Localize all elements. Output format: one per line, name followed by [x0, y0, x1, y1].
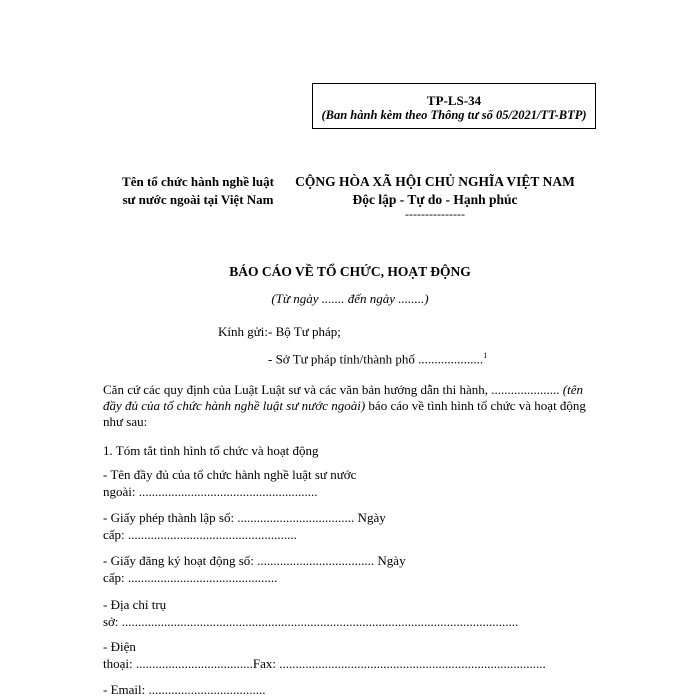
registration-field-line-1: - Giấy đăng ký hoạt động số: .................................... Ngày	[103, 553, 406, 568]
intro-text-2: báo cáo về tình hình tổ chức và hoạt động như sau:	[103, 398, 586, 429]
form-code: TP-LS-34	[426, 93, 482, 108]
organization-name-block	[103, 173, 293, 209]
footnote-marker: 1	[483, 351, 488, 360]
address-field-line-1: - Địa chỉ trụ	[103, 597, 167, 612]
recipient-line-2-text: - Sở Tư pháp tỉnh/thành phố ....................	[268, 351, 484, 367]
org-line-2: sư nước ngoài tại Việt Nam	[122, 192, 274, 207]
org-name-field-line-1: - Tên đầy đủ của tổ chức hành nghề luật sư nước	[103, 467, 357, 482]
org-name-field-line-2: ngoài: .......................................................	[103, 484, 318, 499]
intro-paragraph	[103, 382, 600, 430]
registration-field-line-2: cấp: ..............................................	[103, 570, 278, 585]
license-field-line-1: - Giấy phép thành lập số: .................................... Ngày	[103, 510, 386, 525]
motto-divider: ---------------	[405, 207, 465, 221]
report-period: (Từ ngày ....... đến ngày ........)	[271, 291, 429, 306]
email-field: - Email: ....................................	[103, 682, 266, 697]
license-field-line-2: cấp: ....................................................	[103, 527, 297, 542]
org-line-1: Tên tổ chức hành nghề luật	[122, 174, 274, 189]
report-title: BÁO CÁO VỀ TỔ CHỨC, HOẠT ĐỘNG	[229, 264, 471, 279]
recipient-line-1: Kính gửi:- Bộ Tư pháp;	[218, 324, 341, 339]
phone-field-line-1: - Điện	[103, 639, 136, 654]
intro-italic: (tên đầy đủ của tổ chức hành nghề luật sư nước ngoài)	[103, 382, 583, 413]
section-1-heading: 1. Tóm tắt tình hình tổ chức và hoạt động	[103, 443, 319, 458]
national-motto: Độc lập - Tự do - Hạnh phúc	[352, 192, 518, 207]
form-issuance-note: (Ban hành kèm theo Thông tư số 05/2021/TT-BTP)	[321, 108, 587, 122]
intro-text: Căn cứ các quy định của Luật Luật sư và các văn bản hướng dẫn thi hành, .....................	[103, 382, 563, 397]
nation-title: CỘNG HÒA XÃ HỘI CHỦ NGHĨA VIỆT NAM	[295, 174, 575, 189]
form-code-box	[312, 83, 596, 129]
address-field-line-2: sở: ..........................................................................................................................	[103, 614, 519, 629]
national-header	[285, 173, 585, 219]
recipient-line-2	[268, 348, 487, 367]
phone-fax-field-line-2: thoại: ....................................Fax: ..................................................................................	[103, 656, 546, 671]
